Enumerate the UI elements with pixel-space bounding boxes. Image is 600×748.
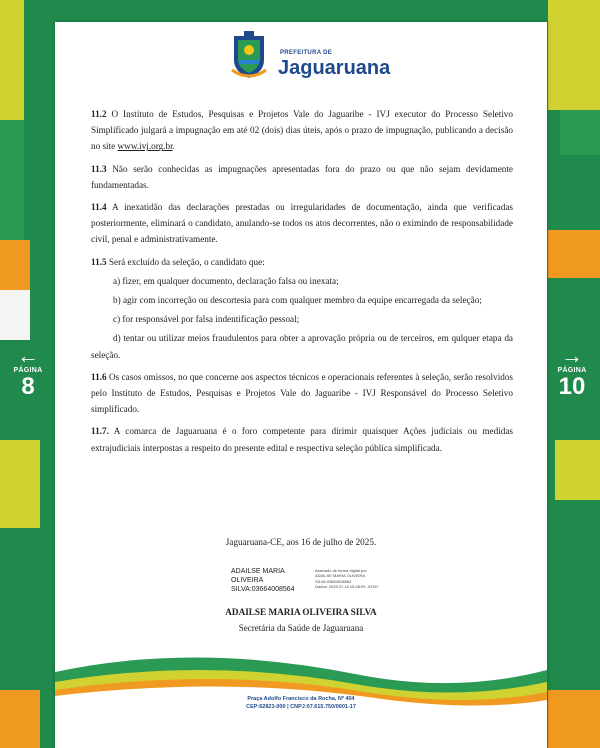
clause-item-d: d) tentar ou utilizar meios fraudulentos para obter a aprovação própria ou de terceiros, em qulquer etapa da seleção.: [91, 333, 513, 360]
clause-item-c: c) for responsável por falsa indentificação pessoal;: [113, 314, 300, 325]
prev-page-number: 8: [21, 373, 35, 400]
prev-page-nav[interactable]: [6, 345, 50, 400]
bg-block-green-top: [0, 120, 24, 240]
bg-block-yellow-top: [0, 0, 24, 120]
clause-number: 11.5: [91, 256, 107, 267]
clause-text: A inexatidão das declarações prestadas ou irregularidades de documentação, ainda que verificadas posteriormente, eliminará o candidato, anulando-se todos os atos decorrentes, não o eximindo de responsabilidade civil, penal e administrativamente.: [91, 202, 513, 245]
bg-block-yellow-left: [0, 440, 40, 528]
document-body: [91, 106, 513, 462]
bg-block-yellow-right-mid: [555, 440, 600, 500]
digital-signature: [231, 567, 411, 601]
bg-block-orange-left: [0, 240, 30, 290]
clause-11-5: [91, 254, 513, 270]
clause-text: Os casos omissos, no que concerne aos aspectos técnicos e operacionais referentes à seleção, serão resolvidos pelo Instituto de Estudos, Pesquisas e Projetos Vale do Jaguaribe - IVJ Responsável do Processo Seletivo simplificado.: [91, 371, 514, 415]
clause-text: A comarca de Jaguaruana é o foro competente para dirimir quaisquer Ações judiciais ou medidas extrajudiciais interpostas a respeito do presente edital e respectiva seleção pública simplificada.: [91, 426, 513, 453]
document-page: [55, 22, 547, 748]
arrow-right-icon: →: [561, 343, 583, 368]
next-page-number: 10: [558, 373, 586, 400]
signature-detail-line: Dados: 2025.07.16 15:28:09 -03'00': [315, 584, 379, 590]
clause-number: 11.4: [91, 202, 107, 213]
crest-icon: [230, 30, 268, 80]
signer-name: ADAILSE MARIA OLIVEIRA SILVA: [225, 607, 377, 617]
clause-number: 11.6: [91, 371, 107, 382]
signature-name-line: ADAILSE MARIA: [231, 568, 285, 575]
clause-11-7: [91, 423, 513, 455]
clause-number: 11.2: [91, 109, 107, 119]
bg-block-orange-bottom-right: [548, 690, 600, 748]
footer-address: [55, 695, 547, 711]
ivj-site-link[interactable]: www.ivj.org.br: [117, 141, 173, 152]
bg-block-green-right: [560, 110, 600, 155]
arrow-left-icon: ←: [17, 343, 39, 368]
bg-block-yellow-right-top: [548, 0, 600, 110]
logo-name: Jaguaruana: [278, 57, 391, 79]
signature-detail-block: [315, 568, 405, 590]
signer-role: Secretária da Saúde de Jaguaruana: [238, 623, 364, 633]
signature-name-line: SILVA:03664008564: [231, 586, 295, 593]
clause-text: Será excluído da seleção, o candidato que:: [108, 256, 265, 267]
signature-detail-line: ADAILSE MARIA OLIVEIRA: [315, 573, 366, 579]
signature-detail-line: Assinado de forma digital por: [315, 568, 367, 573]
signature-name-line: OLIVEIRA: [231, 577, 264, 584]
prev-page-label: PÁGINA: [13, 367, 43, 374]
bg-block-white-left: [0, 290, 30, 340]
clause-text: Não serão conhecidas as impugnações apresentadas fora do prazo ou que não sejam devidamente fundamentadas.: [91, 163, 513, 190]
bg-block-orange-bottom-left: [0, 690, 40, 748]
clause-item-a: a) fizer, em qualquer documento, declaração falsa ou inexata;: [113, 275, 339, 286]
bg-block-orange-right: [548, 230, 600, 278]
clause-11-2: [91, 106, 513, 155]
logo-prefix: PREFEITURA DE: [280, 50, 333, 56]
clause-11-4: [91, 199, 513, 248]
next-page-label: PÁGINA: [557, 367, 587, 374]
footer-street: Praça Adolfo Francisco da Rocha, Nº 404: [247, 696, 355, 702]
clause-end: .: [172, 141, 175, 152]
clause-number: 11.7.: [91, 426, 109, 437]
clause-item-b: b) agir com incorreção ou descortesia para com qualquer membro da equipe encarregada da seleção;: [113, 295, 482, 306]
footer-cep-cnpj: CEP:62823-000 | CNPJ:07.615.750/0001-17: [246, 704, 356, 710]
signature-detail-line: SILVA:03664008564: [315, 578, 352, 584]
next-page-nav[interactable]: [550, 345, 594, 400]
signature-name-block: [231, 567, 311, 594]
clause-11-6: [91, 369, 513, 418]
clause-text: O Instituto de Estudos, Pesquisas e Projetos Vale do Jaguaribe - IVJ executor do Processo Seletivo Simplificado julgará a impugnação em até 02 (dois) dias úteis, após o prazo de impugnação, publicando a decisão no site: [91, 109, 513, 152]
clause-number: 11.3: [91, 163, 107, 174]
document-date: Jaguaruana-CE, aos 16 de julho de 2025.: [225, 537, 377, 547]
clause-11-3: [91, 161, 513, 193]
prefeitura-logo: [230, 30, 400, 90]
